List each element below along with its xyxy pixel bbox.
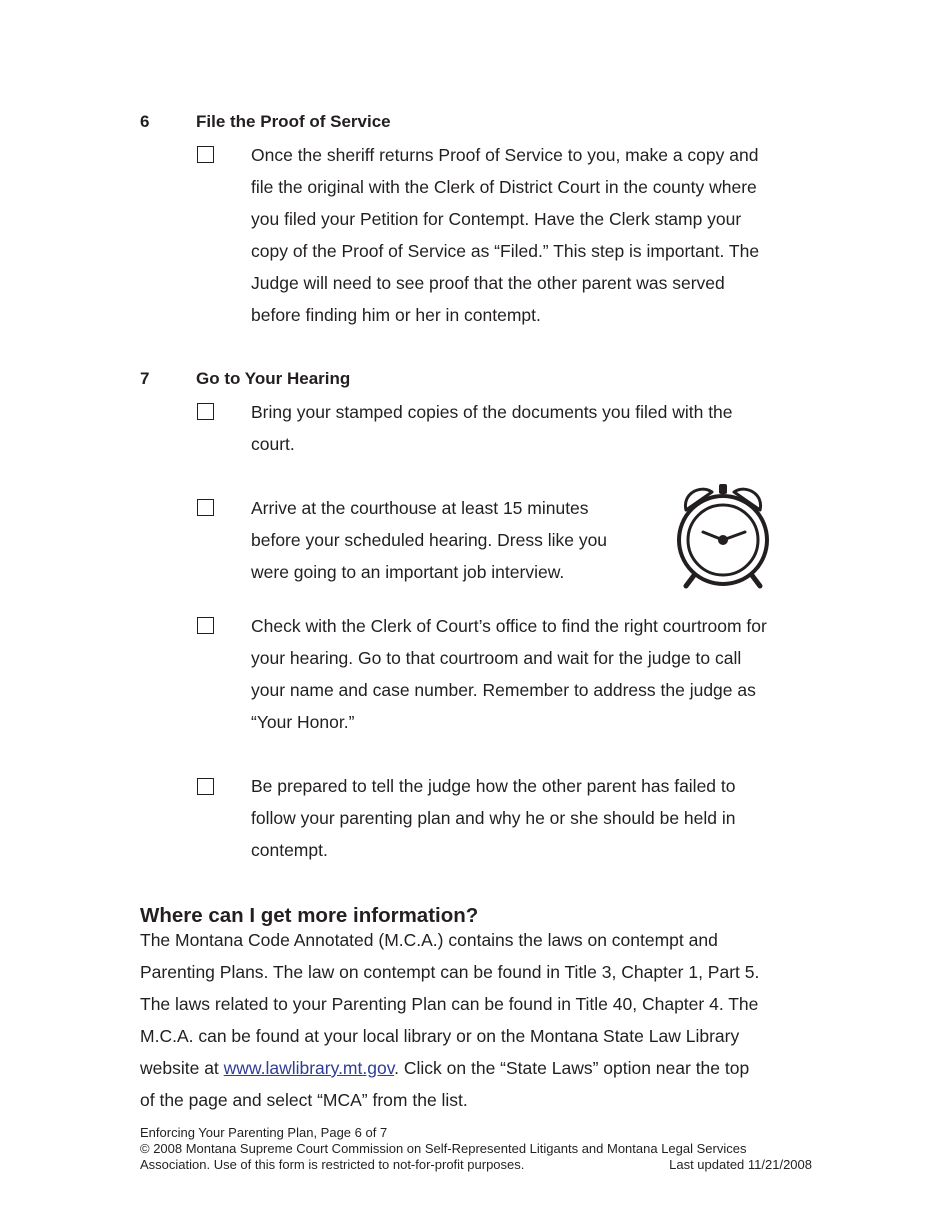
step-6-title: File the Proof of Service bbox=[196, 112, 391, 131]
step-7-number: 7 bbox=[140, 369, 150, 388]
alarm-clock-icon bbox=[672, 480, 774, 592]
step-7-checkbox-1[interactable] bbox=[197, 403, 214, 420]
step-6-checkbox-1[interactable] bbox=[197, 146, 214, 163]
step-6-item-1-text: Once the sheriff returns Proof of Service to you, make a copy and file the original with the Clerk of District Court in the county where you filed your Petition for Contempt. Have the Clerk stamp your copy of the Proof of Service as “Filed.” This step is important. The Judge will need to see proof that the other parent was served before finding him or her in contempt. bbox=[251, 145, 760, 325]
step-7-checkbox-2[interactable] bbox=[197, 499, 214, 516]
more-info-paragraph: The Montana Code Annotated (M.C.A.) contains the laws on contempt and Parenting Plans. The law on contempt can be found in Title 3, Chapter 1, Part 5. The laws related to your Parenting Plan can be found in Title 40, Chapter 4. The M.C.A. can be found at your local library or on the Montana State Law Library website at www.lawlibrary.mt.gov. Click on the “State Laws” option near the top of the page and select “MCA” from the list. bbox=[140, 930, 760, 1110]
step-7-item-3-text: Check with the Clerk of Court’s office to find the right courtroom for your hearing. Go to that courtroom and wait for the judge to call your name and case number. Remember to address the judge as “Your Honor.” bbox=[251, 616, 767, 732]
step-7-title: Go to Your Hearing bbox=[196, 369, 351, 388]
footer-copyright: © 2008 Montana Supreme Court Commission on Self-Represented Litigants and Montana Legal Services bbox=[140, 1141, 747, 1156]
law-library-link[interactable]: www.lawlibrary.mt.gov bbox=[223, 1058, 395, 1078]
step-7-item-4-text: Be prepared to tell the judge how the other parent has failed to follow your parenting plan and why he or she should be held in contempt. bbox=[251, 776, 736, 860]
footer-page-label: Enforcing Your Parenting Plan, Page 6 of 7 bbox=[140, 1125, 388, 1140]
step-7-checkbox-4[interactable] bbox=[197, 778, 214, 795]
more-info-heading: Where can I get more information? bbox=[140, 904, 479, 927]
step-6-number: 6 bbox=[140, 112, 150, 131]
step-7-checkbox-3[interactable] bbox=[197, 617, 214, 634]
step-7-item-2-text: Arrive at the courthouse at least 15 minutes before your scheduled hearing. Dress like you were going to an important job interview. bbox=[251, 498, 608, 582]
page-footer bbox=[140, 1125, 812, 1173]
link-line: website at www.lawlibrary.mt.gov. Click on the “State Laws” option near the top bbox=[140, 1058, 750, 1078]
footer-last-updated: Last updated 11/21/2008 bbox=[669, 1157, 812, 1172]
step-7-item-1-text: Bring your stamped copies of the documents you filed with the court. bbox=[251, 402, 733, 454]
footer-usage-note: Association. Use of this form is restricted to not-for-profit purposes. bbox=[140, 1157, 525, 1172]
